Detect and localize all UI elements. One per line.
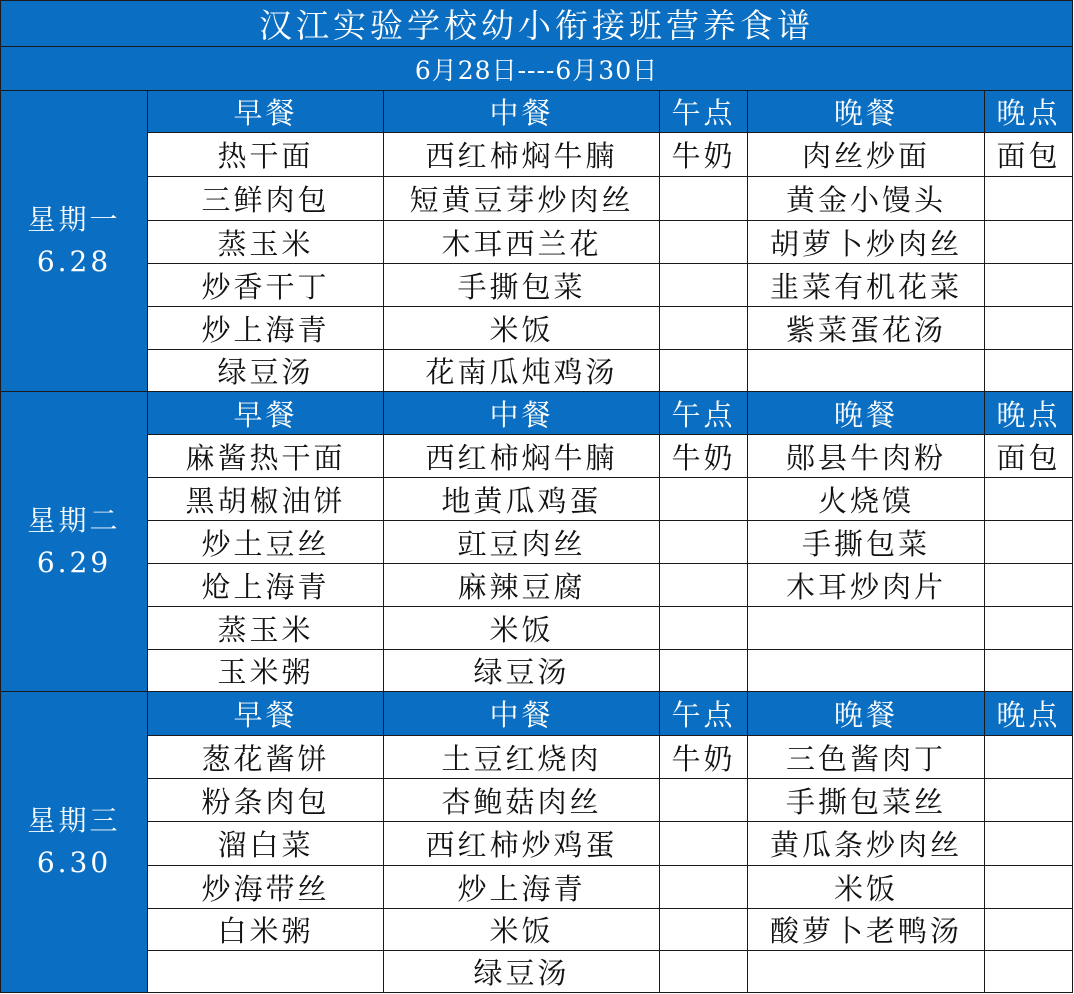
empty-cell xyxy=(985,307,1073,350)
empty-cell xyxy=(748,350,985,392)
menu-item: 麻酱热干面 xyxy=(148,435,384,478)
column-header-breakfast: 早餐 xyxy=(148,91,384,133)
column-header-lunch: 中餐 xyxy=(384,91,660,133)
menu-item: 三鲜肉包 xyxy=(148,177,384,221)
menu-item: 白米粥 xyxy=(148,909,384,951)
menu-item: 木耳西兰花 xyxy=(384,221,660,264)
menu-item: 短黄豆芽炒肉丝 xyxy=(384,177,660,221)
empty-cell xyxy=(660,822,748,866)
page-title: 汉江实验学校幼小衔接班营养食谱 xyxy=(0,0,1073,47)
empty-cell xyxy=(748,650,985,692)
empty-cell xyxy=(660,564,748,607)
empty-cell xyxy=(985,866,1073,909)
menu-item: 花南瓜炖鸡汤 xyxy=(384,350,660,392)
empty-cell xyxy=(985,822,1073,866)
menu-item: 面包 xyxy=(985,133,1073,177)
column-header-snack: 午点 xyxy=(660,692,748,736)
column-header-lunch: 中餐 xyxy=(384,392,660,435)
column-header-night-snack: 晚点 xyxy=(985,392,1073,435)
empty-cell xyxy=(985,909,1073,951)
date-label: 6.28 xyxy=(36,245,112,278)
empty-cell xyxy=(985,264,1073,307)
empty-cell xyxy=(985,521,1073,564)
menu-item: 炒上海青 xyxy=(384,866,660,909)
column-header-dinner: 晚餐 xyxy=(748,91,985,133)
menu-item: 米饭 xyxy=(748,866,985,909)
menu-item: 木耳炒肉片 xyxy=(748,564,985,607)
menu-item: 三色酱肉丁 xyxy=(748,736,985,779)
menu-item: 肉丝炒面 xyxy=(748,133,985,177)
column-header-night-snack: 晚点 xyxy=(985,91,1073,133)
empty-cell xyxy=(660,221,748,264)
empty-cell xyxy=(660,650,748,692)
menu-item: 溜白菜 xyxy=(148,822,384,866)
date-range: 6月28日----6月30日 xyxy=(0,47,1073,91)
menu-item: 蒸玉米 xyxy=(148,607,384,650)
day-label-cell xyxy=(0,91,148,392)
empty-cell xyxy=(660,307,748,350)
column-header-lunch: 中餐 xyxy=(384,692,660,736)
menu-item: 地黄瓜鸡蛋 xyxy=(384,478,660,521)
date-label: 6.30 xyxy=(36,846,112,879)
date-label: 6.29 xyxy=(36,545,112,579)
menu-item: 豇豆肉丝 xyxy=(384,521,660,564)
menu-item: 黑胡椒油饼 xyxy=(148,478,384,521)
empty-cell xyxy=(660,866,748,909)
menu-item: 土豆红烧肉 xyxy=(384,736,660,779)
menu-item: 麻辣豆腐 xyxy=(384,564,660,607)
menu-item: 炒香干丁 xyxy=(148,264,384,307)
menu-item: 韭菜有机花菜 xyxy=(748,264,985,307)
empty-cell xyxy=(148,951,384,993)
empty-cell xyxy=(660,909,748,951)
column-header-night-snack: 晚点 xyxy=(985,692,1073,736)
empty-cell xyxy=(985,177,1073,221)
menu-item: 牛奶 xyxy=(660,736,748,779)
menu-item: 葱花酱饼 xyxy=(148,736,384,779)
menu-item: 炒上海青 xyxy=(148,307,384,350)
menu-item: 米饭 xyxy=(384,909,660,951)
column-header-breakfast: 早餐 xyxy=(148,692,384,736)
empty-cell xyxy=(985,350,1073,392)
empty-cell xyxy=(660,478,748,521)
column-header-breakfast: 早餐 xyxy=(148,392,384,435)
menu-item: 西红柿焖牛腩 xyxy=(384,435,660,478)
menu-item: 玉米粥 xyxy=(148,650,384,692)
menu-item: 粉条肉包 xyxy=(148,779,384,822)
column-header-snack: 午点 xyxy=(660,91,748,133)
column-header-dinner: 晚餐 xyxy=(748,692,985,736)
menu-item: 绿豆汤 xyxy=(384,951,660,993)
menu-item: 面包 xyxy=(985,435,1073,478)
empty-cell xyxy=(985,221,1073,264)
day-label-cell xyxy=(0,392,148,692)
menu-item: 蒸玉米 xyxy=(148,221,384,264)
menu-item: 米饭 xyxy=(384,307,660,350)
menu-item: 绿豆汤 xyxy=(384,650,660,692)
menu-item: 热干面 xyxy=(148,133,384,177)
menu-item: 西红柿焖牛腩 xyxy=(384,133,660,177)
menu-item: 郧县牛肉粉 xyxy=(748,435,985,478)
empty-cell xyxy=(748,951,985,993)
empty-cell xyxy=(985,951,1073,993)
menu-item: 手撕包菜丝 xyxy=(748,779,985,822)
menu-item: 炝上海青 xyxy=(148,564,384,607)
weekday-label: 星期二 xyxy=(27,503,121,537)
empty-cell xyxy=(985,607,1073,650)
empty-cell xyxy=(748,607,985,650)
menu-item: 米饭 xyxy=(384,607,660,650)
menu-item: 杏鲍菇肉丝 xyxy=(384,779,660,822)
menu-item: 黄瓜条炒肉丝 xyxy=(748,822,985,866)
menu-item: 手撕包菜 xyxy=(384,264,660,307)
menu-item: 绿豆汤 xyxy=(148,350,384,392)
menu-item: 紫菜蛋花汤 xyxy=(748,307,985,350)
menu-item: 手撕包菜 xyxy=(748,521,985,564)
column-header-dinner: 晚餐 xyxy=(748,392,985,435)
menu-item: 牛奶 xyxy=(660,133,748,177)
menu-item: 牛奶 xyxy=(660,435,748,478)
column-header-snack: 午点 xyxy=(660,392,748,435)
day-label-cell xyxy=(0,692,148,993)
empty-cell xyxy=(660,521,748,564)
weekday-label: 星期一 xyxy=(27,203,121,236)
empty-cell xyxy=(660,951,748,993)
empty-cell xyxy=(660,607,748,650)
empty-cell xyxy=(985,779,1073,822)
menu-item: 炒海带丝 xyxy=(148,866,384,909)
menu-item: 酸萝卜老鸭汤 xyxy=(748,909,985,951)
empty-cell xyxy=(660,350,748,392)
empty-cell xyxy=(985,564,1073,607)
menu-item: 炒土豆丝 xyxy=(148,521,384,564)
empty-cell xyxy=(660,264,748,307)
menu-item: 黄金小馒头 xyxy=(748,177,985,221)
empty-cell xyxy=(660,177,748,221)
empty-cell xyxy=(985,650,1073,692)
empty-cell xyxy=(985,478,1073,521)
empty-cell xyxy=(985,736,1073,779)
empty-cell xyxy=(660,779,748,822)
menu-item: 火烧馍 xyxy=(748,478,985,521)
weekday-label: 星期三 xyxy=(27,804,121,837)
menu-item: 西红柿炒鸡蛋 xyxy=(384,822,660,866)
menu-item: 胡萝卜炒肉丝 xyxy=(748,221,985,264)
